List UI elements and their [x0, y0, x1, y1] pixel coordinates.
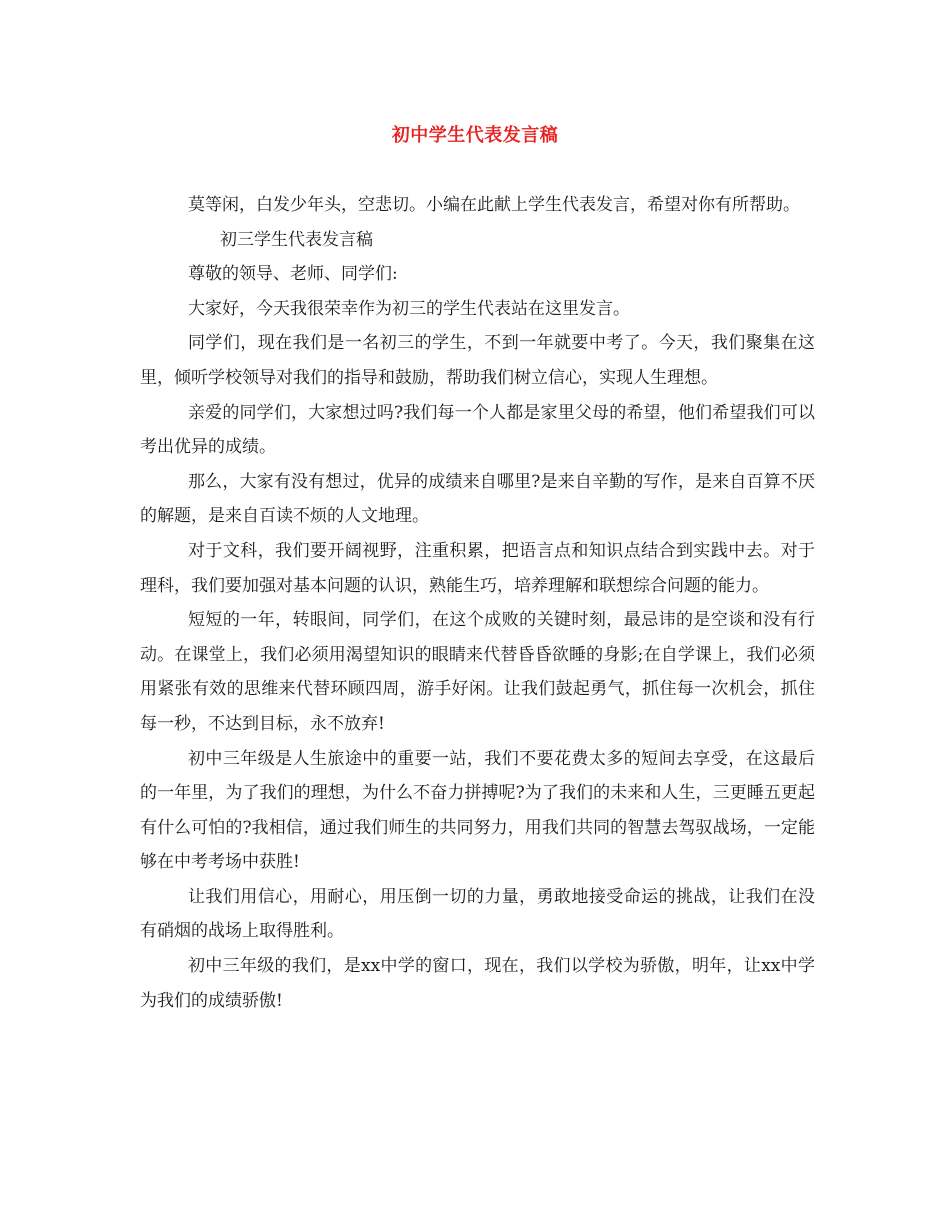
paragraph-body: 让我们用信心，用耐心，用压倒一切的力量，勇敢地接受命运的挑战，让我们在没有硝烟的战场上取得胜利。	[140, 886, 815, 942]
paragraph-subheading: 初三学生代表发言稿	[220, 229, 373, 250]
document-title: 初中学生代表发言稿	[391, 125, 559, 146]
paragraph-body: 对于文科，我们要开阔视野，注重积累，把语言点和知识点结合到实践中去。对于理科，我们要加强对基本问题的认识，熟能生巧，培养理解和联想综合问题的能力。	[140, 540, 815, 596]
paragraph-intro: 莫等闲，白发少年头，空悲切。小编在此献上学生代表发言，希望对你有所帮助。	[188, 195, 800, 215]
paragraph-salutation: 尊敬的领导、老师、同学们:	[188, 264, 398, 285]
paragraph-body: 短短的一年，转眼间，同学们，在这个成败的关键时刻，最忌讳的是空谈和没有行动。在课堂上，我们必须用渴望知识的眼睛来代替昏昏欲睡的身影;在自学课上，我们必须用紧张有效的思维来代替环顾四周，游手好闲。让我们鼓起勇气，抓住每一次机会，抓住每一秒，不达到目标，永不放弃!	[140, 610, 815, 734]
paragraph-greeting: 大家好，今天我很荣幸作为初三的学生代表站在这里发言。	[188, 298, 630, 319]
document-body	[140, 188, 815, 1018]
paragraph-closing: 初中三年级的我们，是xx中学的窗口，现在，我们以学校为骄傲，明年，让xx中学为我们的成绩骄傲!	[140, 956, 815, 1011]
paragraph-body: 那么，大家有没有想过，优异的成绩来自哪里?是来自辛勤的写作，是来自百算不厌的解题，是来自百读不烦的人文地理。	[140, 471, 815, 527]
paragraph-body: 初中三年级是人生旅途中的重要一站，我们不要花费太多的短间去享受，在这最后的一年里，为了我们的理想，为什么不奋力拼搏呢?为了我们的未来和人生，三更睡五更起有什么可怕的?我相信，通过我们师生的共同努力，用我们共同的智慧去驾驭战场，一定能够在中考考场中获胜!	[140, 748, 815, 873]
paragraph-body: 亲爱的同学们，大家想过吗?我们每一个人都是家里父母的希望，他们希望我们可以考出优异的成绩。	[140, 402, 815, 458]
paragraph-body: 同学们，现在我们是一名初三的学生，不到一年就要中考了。今天，我们聚集在这里，倾听学校领导对我们的指导和鼓励，帮助我们树立信心，实现人生理想。	[140, 333, 815, 388]
